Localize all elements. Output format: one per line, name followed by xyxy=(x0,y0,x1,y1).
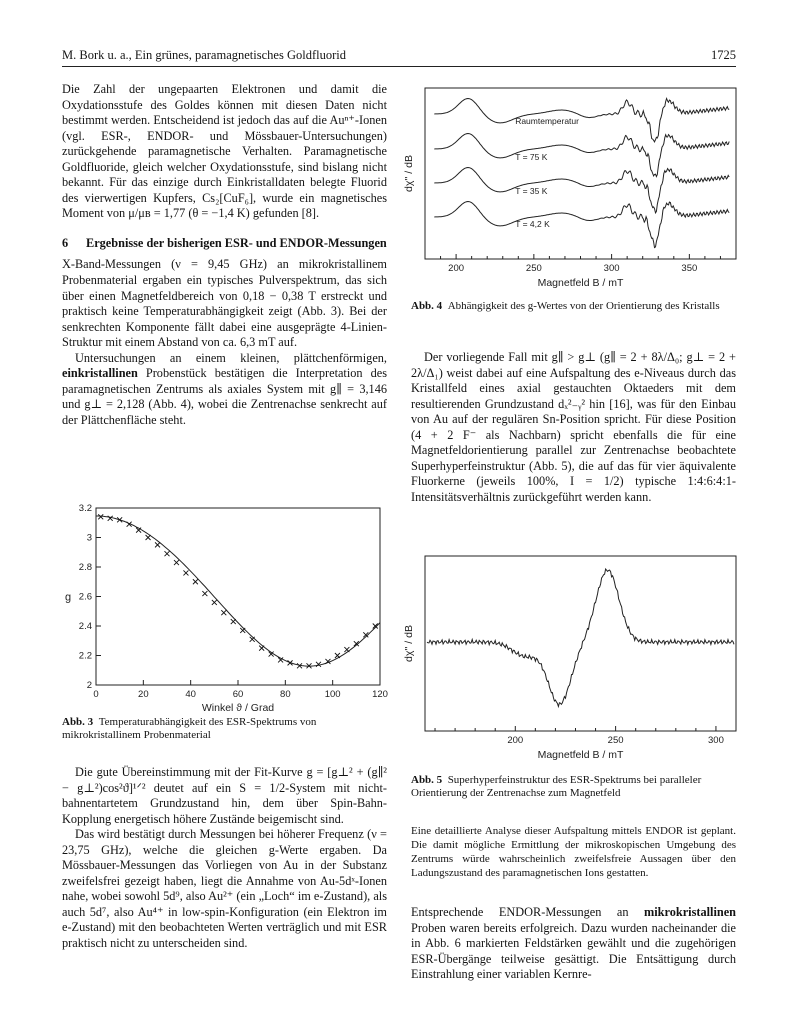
fig5-caption xyxy=(411,774,736,800)
y-tick-label: 2.6 xyxy=(78,591,92,603)
x-tick-label: 60 xyxy=(232,689,244,700)
y-tick-label: 3 xyxy=(86,532,92,544)
fig4-caption-label: Abb. 4 xyxy=(411,300,443,312)
rp2-bold: mikrokristallinen xyxy=(643,905,736,919)
series-label: T = 35 K xyxy=(515,186,548,196)
x-tick-label: 40 xyxy=(185,689,196,700)
left-paragraph-4: Die gute Übereinstimmung mit der Fit-Kurve g = [g⊥² + (g∥² − g⊥²)cos²ϑ]¹ᐟ² deutet auf ein S = 1/2-System mit nicht-bahnentartetem Grundzustand hin, dem über Spin-Bahn-Kopplung energetisch höhere Zustände beigemischt sind. xyxy=(62,765,387,826)
fig3-caption-label: Abb. 3 xyxy=(62,716,94,728)
data-point xyxy=(344,647,349,652)
left-paragraph-2: X-Band-Messungen (ν = 9,45 GHz) an mikrokristallinem Probenmaterial ergaben ein typisches Pulverspektrum, das sich über einen Magnetfeldbereich von 0,18 − 0,38 T erstreckt und praktisch keine Temperaturabhängigkeit zeigt (Abb. 3). Bei der senkrechten Komponente fällt dabei eine ausgeprägte 4-Linien-Struktur mit einem Abstand von ca. 6,3 mT auf. xyxy=(62,257,387,350)
data-point xyxy=(165,551,170,556)
x-tick-label: 300 xyxy=(603,263,620,274)
plot-frame xyxy=(425,556,736,731)
shfs-spectrum-line xyxy=(427,569,734,707)
data-point xyxy=(108,516,113,521)
small-note: Eine detaillierte Analyse dieser Aufspaltung mittels ENDOR ist geplant. Die damit mögliche Ermittlung der mikroskopischen Umgebung des Zentrums würde wahrscheinlich zweifelsfreie Aussagen über den Ladungszustand des paramagnetischen Ions gestatten. xyxy=(411,825,736,879)
fig3-caption-text: Temperaturabhängigkeit des ESR-Spektrums von mikrokristallinem Probenmaterial xyxy=(62,716,317,741)
x-tick-label: 0 xyxy=(93,689,99,700)
y-tick-label: 3.2 xyxy=(78,503,92,514)
g-angle-chart xyxy=(62,500,392,715)
p3-text-b: Probenstück bestätigen die Interpretation des paramagnetischen Zentrums als axiales System mit g∥ = 3,146 und g⊥ = 2,128 (Abb. 4), wobei die Zentrenachse senkrecht auf der Plättchenfläche steht. xyxy=(62,366,387,427)
x-tick-label: 350 xyxy=(681,263,698,274)
y-tick-label: 2 xyxy=(86,680,92,691)
right-paragraph-1: Der vorliegende Fall mit g∥ > g⊥ (g∥ = 2 + 8λ/Δ₀; g⊥ = 2 + 2λ/Δ₁) weist dabei auf eine Aufspaltung des e-Niveaus durch das Kristallfeld eines axial gestauchten Oktaeders mit dem resultierenden Grundzustand dₓ²₋ᵧ² hin [16], was für den Einbau von Au auf der regulären Sn-Position spricht. Für diese Position (4 + 2 F⁻ als Nachbarn) spricht ebenfalls die für eine Magnetfeldorientierung parallel zur Zentrenachse beobachtete Superhyperfeinstruktur (Abb. 5), die auf das für vier äquivalente Fluorkerne (jeweils 100%, I = 1/2) typische 1:4:6:4:1-Intensitätsverhältnis zurückgeführt werden kann. xyxy=(411,350,736,504)
right-column-text-1 xyxy=(411,350,736,505)
data-point xyxy=(212,600,217,605)
x-axis-label: Magnetfeld B / mT xyxy=(537,277,624,289)
p3-bold: einkristallinen xyxy=(62,366,138,381)
x-tick-label: 120 xyxy=(372,689,388,700)
x-axis-label: Magnetfeld B / mT xyxy=(537,749,624,761)
spectrum-line xyxy=(434,134,729,177)
data-point xyxy=(335,653,340,658)
figure-shfs xyxy=(398,550,743,770)
fit-curve xyxy=(96,516,380,666)
x-tick-label: 200 xyxy=(448,263,465,274)
fig4-caption-text: Abhängigkeit des g-Wertes von der Orientierung des Kristalls xyxy=(447,300,720,312)
y-axis-label: dχ'' / dB xyxy=(403,155,415,192)
page-number: 1725 xyxy=(711,48,736,62)
y-axis-label: g xyxy=(65,591,72,604)
y-tick-label: 2.8 xyxy=(78,562,92,573)
left-column-bottom xyxy=(62,765,387,952)
y-tick-label: 2.2 xyxy=(78,650,92,662)
rp2-text-b: Proben waren bereits erfolgreich. Dazu wurden nacheinander die in Abb. 6 markierten Feldstärken gewählt und die zugehörigen ESR-Übergänge teilweise gesättigt. Die Entsättigung durch Einstrahlung einer variablen Kernre- xyxy=(411,920,736,982)
left-paragraph-3 xyxy=(62,351,387,429)
spectrum-line xyxy=(434,99,729,142)
data-point xyxy=(221,610,226,615)
spectrum-line xyxy=(434,168,729,213)
data-point xyxy=(193,579,198,584)
section-number: 6 xyxy=(62,235,69,250)
x-tick-label: 300 xyxy=(708,735,724,746)
data-point xyxy=(146,535,151,540)
left-paragraph-5: Das wird bestätigt durch Messungen bei höherer Frequenz (ν = 23,75 GHz), welche die gleichen g-Werte ergaben. Da Mössbauer-Messungen das Vorliegen von Au in der Substanz zweifelsfrei gezeigt haben, liegt die Annahme von Au-5dˣ-Ionen nahe, wobei sowohl 5d⁹, also Au²⁺ (ein „Loch“ im e-Zustand), als auch 5d⁷, also Au⁴⁺ in low-spin-Konfiguration (ein Elektron im e-Zustand) mit den beobachteten Werten verträglich und mit ESR praktisch nicht zu unterscheiden sind. xyxy=(62,827,387,951)
shfs-chart xyxy=(398,550,743,770)
x-tick-label: 80 xyxy=(280,689,291,700)
fig5-caption-text: Superhyperfeinstruktur des ESR-Spektrums bei paralleler Orientierung der Zentrenachse zum Magnetfeld xyxy=(411,774,702,799)
left-column-top xyxy=(62,82,387,428)
data-point xyxy=(155,542,160,547)
x-tick-label: 250 xyxy=(607,735,624,746)
data-point xyxy=(259,646,264,651)
fig3-caption xyxy=(62,716,387,742)
rp2-text-a: Entsprechende ENDOR-Messungen an xyxy=(411,905,644,919)
series-label: Raumtemperatur xyxy=(515,116,579,126)
right-small-note xyxy=(411,824,736,880)
figure-g-vs-angle xyxy=(62,500,392,715)
data-point xyxy=(240,628,245,633)
series-label: T = 75 K xyxy=(515,152,548,162)
p3-text-a: Untersuchungen an einem kleinen, plättchenförmigen, xyxy=(75,350,387,365)
series-label: T = 4,2 K xyxy=(515,219,550,229)
spectrum-line xyxy=(434,202,729,248)
right-column-text-2 xyxy=(411,905,736,983)
data-point xyxy=(231,619,236,624)
x-tick-label: 250 xyxy=(525,263,542,274)
right-paragraph-2 xyxy=(411,905,736,983)
fig5-caption-label: Abb. 5 xyxy=(411,774,443,786)
data-point xyxy=(250,637,255,642)
x-tick-label: 20 xyxy=(138,689,149,700)
x-axis-label: Winkel ϑ / Grad xyxy=(201,702,275,714)
y-tick-label: 2.4 xyxy=(78,621,92,632)
y-axis-label: dχ'' / dB xyxy=(403,625,415,662)
x-tick-label: 100 xyxy=(324,689,341,700)
data-point xyxy=(202,591,207,596)
section-title: Ergebnisse der bisherigen ESR- und ENDOR-Messungen xyxy=(86,235,387,250)
figure-spectra-temperature xyxy=(398,82,743,297)
plot-frame xyxy=(425,88,736,259)
section-heading xyxy=(62,236,387,252)
spectra-chart xyxy=(398,82,743,297)
data-point xyxy=(183,570,188,575)
data-point xyxy=(174,560,179,565)
x-tick-label: 200 xyxy=(507,735,524,746)
data-point xyxy=(98,514,103,519)
running-title: M. Bork u. a., Ein grünes, paramagnetisches Goldfluorid xyxy=(62,48,346,62)
running-header xyxy=(62,46,736,67)
left-paragraph-1: Die Zahl der ungepaarten Elektronen und damit die Oxydationsstufe des Goldes können mit diesen Daten nicht bestimmt werden. Entscheidend ist jedoch das auf die Auⁿ⁺-Ionen (vgl. ESR-, ENDOR- und Mössbauer-Untersuchungen) zurückgehende paramagnetische Verhalten. Paramagnetische Goldfluoride, gleich welcher Oxydationsstufe, sind bislang nicht bekannt. Für das einzige durch Einkristalldaten belegte Fluorid des vierwertigen Kupfers, Cs₂[CuF₆], wurde ein magnetisches Moment von μ/μʙ = 1,77 (θ = −1,4 K) gefunden [8]. xyxy=(62,82,387,221)
fig4-caption xyxy=(411,300,736,313)
